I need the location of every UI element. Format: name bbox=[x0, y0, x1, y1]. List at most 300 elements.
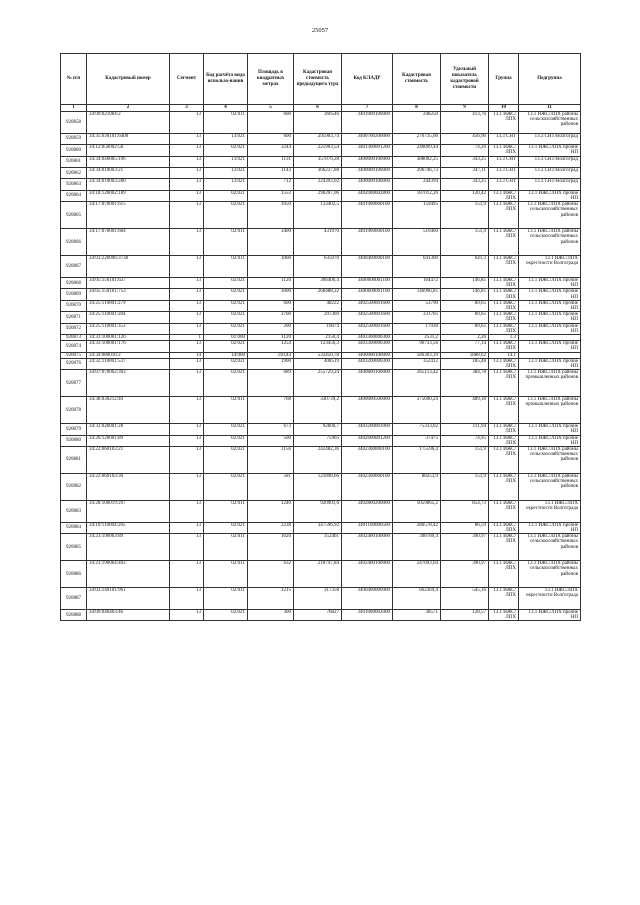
usage-code: 02:021 bbox=[204, 300, 248, 311]
group: 14.1 bbox=[489, 352, 519, 358]
usage-code: 13:021 bbox=[204, 156, 248, 167]
cadastral-cost: 247093,04 bbox=[393, 561, 441, 588]
specific-cost: 390,97 bbox=[441, 561, 489, 588]
cadastral-cost: 187012,26 bbox=[393, 190, 441, 201]
segment: 13 bbox=[170, 133, 204, 144]
cadastral-cost: 270735,06 bbox=[393, 133, 441, 144]
cadastral-cost: 88253,9 bbox=[393, 474, 441, 501]
group: 13.1 ИЖС/ЛПХ bbox=[489, 341, 519, 352]
segment: 14 bbox=[170, 352, 204, 358]
area: 3238 bbox=[248, 522, 294, 533]
kladr-code: 3400600001100 bbox=[342, 289, 393, 300]
previous-cost: 533450,78 bbox=[294, 352, 342, 358]
table-row bbox=[61, 435, 581, 446]
row-number: 920879 bbox=[61, 424, 87, 435]
subgroup: 13.1 ИЖС/ЛПХ районы промышленных районов bbox=[519, 370, 581, 397]
segment: 13 bbox=[170, 202, 204, 229]
subgroup: 13.1 ИЖС/ЛПХ прочие НП bbox=[519, 190, 581, 201]
kladr-code: 3402500001600 bbox=[342, 300, 393, 311]
group: 13.1 ИЖС/ЛПХ bbox=[489, 323, 519, 334]
specific-cost: 120,42 bbox=[441, 190, 489, 201]
group: 13.1 ИЖС/ЛПХ bbox=[489, 435, 519, 446]
cadastral-number: 34:28:100019:297 bbox=[87, 501, 170, 523]
area: 1050 bbox=[248, 202, 294, 229]
segment: 13 bbox=[170, 397, 204, 424]
row-number: 920858 bbox=[61, 112, 87, 134]
usage-code: 02:021 bbox=[204, 447, 248, 474]
specific-cost: 89,65 bbox=[441, 323, 489, 334]
table-row bbox=[61, 447, 581, 474]
row-number: 920880 bbox=[61, 435, 87, 446]
subgroup: 13.1 ИЖС/ЛПХ районы сельскохозяйственных районов bbox=[519, 447, 581, 474]
area: 310,44 bbox=[248, 352, 294, 358]
previous-cost: 133402,5 bbox=[294, 202, 342, 229]
row-number: 920881 bbox=[61, 447, 87, 474]
group: 13.1 ИЖС/ЛПХ bbox=[489, 112, 519, 134]
usage-code: 02:011 bbox=[204, 561, 248, 588]
segment: 13 bbox=[170, 179, 204, 190]
segment: 13 bbox=[170, 312, 204, 323]
specific-cost: 86,59 bbox=[441, 522, 489, 533]
table-row bbox=[61, 202, 581, 229]
table-row bbox=[61, 277, 581, 288]
cadastral-number: 34:25:110001:279 bbox=[87, 300, 170, 311]
table-row bbox=[61, 370, 581, 397]
row-number: 920861 bbox=[61, 156, 87, 167]
subgroup: 13.1 ИЖС/ЛПХ районы сельскохозяйственных районов bbox=[519, 112, 581, 134]
subgroup: 13.1 ИЖС/ЛПХ прочие НП bbox=[519, 424, 581, 435]
kladr-code: 3400000100000 bbox=[342, 352, 393, 358]
usage-code: 02:011 bbox=[204, 588, 248, 610]
segment: 13 bbox=[170, 145, 204, 156]
cadastral-cost: 331705 bbox=[393, 312, 441, 323]
previous-cost: 76827 bbox=[294, 610, 342, 621]
usage-code: 02:021 bbox=[204, 323, 248, 334]
specific-cost: 384,78 bbox=[441, 370, 489, 397]
usage-code: 02:011 bbox=[204, 534, 248, 561]
row-number: 920885 bbox=[61, 534, 87, 561]
subgroup: 13.1 ИЖС/ЛПХ прочие НП bbox=[519, 435, 581, 446]
row-number: 920887 bbox=[61, 588, 87, 610]
kladr-code: 3401100000500 bbox=[342, 522, 393, 533]
row-number: 920866 bbox=[61, 229, 87, 256]
cadastral-cost: 1059865,2 bbox=[393, 501, 441, 523]
group: 13.1 ИЖС/ЛПХ bbox=[489, 370, 519, 397]
previous-cost: 242482,36 bbox=[294, 447, 342, 474]
previous-cost: 317358 bbox=[294, 588, 342, 610]
previous-cost: 16074 bbox=[294, 323, 342, 334]
cadastral-number: 34:07:070002:303 bbox=[87, 370, 170, 397]
kladr-code: 3401300001200 bbox=[342, 145, 393, 156]
column-header: Группа bbox=[489, 54, 519, 105]
specific-cost: 1888,62 bbox=[441, 352, 489, 358]
column-header: Кадастровая стоимость предыдущего тура bbox=[294, 54, 342, 105]
kladr-code: 3402400100000 bbox=[342, 561, 393, 588]
usage-code: 02:021 bbox=[204, 358, 248, 369]
kladr-code: 3402800200000 bbox=[342, 501, 393, 523]
segment: 13 bbox=[170, 522, 204, 533]
group: 13.1 ИЖС/ЛПХ bbox=[489, 289, 519, 300]
table-row bbox=[61, 256, 581, 278]
cadastral-number: 34:17:070001:615 bbox=[87, 202, 170, 229]
column-index: 3 bbox=[170, 105, 204, 112]
segment: 13 bbox=[170, 501, 204, 523]
usage-code: 02:021 bbox=[204, 474, 248, 501]
page-number: 25057 bbox=[311, 27, 329, 34]
table-row bbox=[61, 323, 581, 334]
row-number: 920860 bbox=[61, 145, 87, 156]
cadastral-number: 34:05:150101:627 bbox=[87, 277, 170, 288]
cadastral-number: 34:03:220006:3738 bbox=[87, 256, 170, 278]
specific-cost: 185,48 bbox=[441, 358, 489, 369]
group: 13.1 ИЖС/ЛПХ bbox=[489, 474, 519, 501]
previous-cost: 360546 bbox=[294, 112, 342, 134]
kladr-code: 3400000100000 bbox=[342, 167, 393, 178]
column-header: Код КЛАДР bbox=[342, 54, 393, 105]
kladr-code: 3403300000300 bbox=[342, 341, 393, 352]
cadastral-number: 34:25:110001:284 bbox=[87, 312, 170, 323]
table-row bbox=[61, 397, 581, 424]
previous-cost: 366237,88 bbox=[294, 167, 342, 178]
specific-cost: 347,11 bbox=[441, 167, 489, 178]
table-row bbox=[61, 561, 581, 588]
segment: 13 bbox=[170, 289, 204, 300]
previous-cost: 48222 bbox=[294, 300, 342, 311]
segment: 13 bbox=[170, 588, 204, 610]
group: 13.1 ИЖС/ЛПХ bbox=[489, 229, 519, 256]
cadastral-cost: 280578,42 bbox=[393, 522, 441, 533]
column-index: 1 bbox=[61, 105, 87, 112]
kladr-code: 3400800100000 bbox=[342, 370, 393, 397]
kladr-code: 3400400000100 bbox=[342, 256, 393, 278]
specific-cost: 641,3 bbox=[441, 256, 489, 278]
segment: 13 bbox=[170, 190, 204, 201]
row-number: 920870 bbox=[61, 300, 87, 311]
kladr-code: 3401900000100 bbox=[342, 229, 393, 256]
previous-cost: 92806,7 bbox=[294, 424, 342, 435]
previous-cost: 296207,06 bbox=[294, 190, 342, 201]
specific-cost: 343,25 bbox=[441, 179, 489, 190]
row-number: 920865 bbox=[61, 202, 87, 229]
kladr-code: 3402400100000 bbox=[342, 534, 393, 561]
cadastral-number: 34:26:120001:89 bbox=[87, 435, 170, 446]
cadastral-cost: 396746,73 bbox=[393, 167, 441, 178]
previous-cost: 347596,92 bbox=[294, 522, 342, 533]
kladr-code: 3401000100000 bbox=[342, 112, 393, 134]
previous-cost: 225903,54 bbox=[294, 145, 342, 156]
usage-code: 02:011 bbox=[204, 397, 248, 424]
group: 13.1 ИЖС/ЛПХ bbox=[489, 190, 519, 201]
specific-cost: 151,9 bbox=[441, 229, 489, 256]
subgroup: 13.1 ИЖС/ЛПХ прочие НП bbox=[519, 300, 581, 311]
column-header: Сегмент bbox=[170, 54, 204, 105]
subgroup: 13.1 ИЖС/ЛПХ прочие НП bbox=[519, 289, 581, 300]
usage-code: 02:021 bbox=[204, 424, 248, 435]
column-header: Удельный показатель кадастровой стоимости bbox=[441, 54, 489, 105]
segment: 13 bbox=[170, 424, 204, 435]
cadastral-number: 34:03:140101:961 bbox=[87, 588, 170, 610]
segment: 13 bbox=[170, 323, 204, 334]
table-row bbox=[61, 522, 581, 533]
cadastral-number: 34:38:030212:49 bbox=[87, 397, 170, 424]
cadastral-cost: 75333,62 bbox=[393, 424, 441, 435]
subgroup: 13.1 ИЖС/ЛПХ прочие НП bbox=[519, 522, 581, 533]
subgroup: 13.1 ИЖС/ЛПХ окрестности Волгограда bbox=[519, 501, 581, 523]
cadastral-cost: 265113,42 bbox=[393, 370, 441, 397]
column-index: 9 bbox=[441, 105, 489, 112]
cadastral-cost: 96733,56 bbox=[393, 341, 441, 352]
specific-cost: 151,9 bbox=[441, 474, 489, 501]
area: 1131 bbox=[248, 156, 294, 167]
cadastral-number: 34:34:040005:196 bbox=[87, 156, 170, 167]
segment: 13 bbox=[170, 167, 204, 178]
previous-cost: 75965 bbox=[294, 435, 342, 446]
cadastral-cost: 244394 bbox=[393, 179, 441, 190]
previous-cost: 218747,84 bbox=[294, 561, 342, 588]
column-index: 7 bbox=[342, 105, 393, 112]
subgroup: 13.1 ИЖС/ЛПХ районы сельскохозяйственных районов bbox=[519, 474, 581, 501]
group: 13.1 ИЖС/ЛПХ bbox=[489, 561, 519, 588]
cadastral-number: 34:09:040403:46 bbox=[87, 610, 170, 621]
segment: 13 bbox=[170, 112, 204, 134]
group: 13.1 ИЖС/ЛПХ bbox=[489, 424, 519, 435]
previous-cost: 408519 bbox=[294, 358, 342, 369]
kladr-code: 3403200003900 bbox=[342, 424, 393, 435]
group: 13.1 ИЖС/ЛПХ bbox=[489, 397, 519, 424]
table-row bbox=[61, 341, 581, 352]
cadastral-cost: 164472 bbox=[393, 277, 441, 288]
area: 600 bbox=[248, 133, 294, 144]
segment: 13 bbox=[170, 341, 204, 352]
cadastral-number: 34:34:080016:2 bbox=[87, 352, 170, 358]
table-row bbox=[61, 300, 581, 311]
kladr-code: 3402300000100 bbox=[342, 474, 393, 501]
column-index: 10 bbox=[489, 105, 519, 112]
previous-cost: 295903,74 bbox=[294, 133, 342, 144]
group: 13.3 СНТ bbox=[489, 156, 519, 167]
usage-code: 02:011 bbox=[204, 112, 248, 134]
usage-code: 02:021 bbox=[204, 202, 248, 229]
cadastral-cost: 146996,85 bbox=[393, 289, 441, 300]
group: 13.1 ИЖС/ЛПХ bbox=[489, 312, 519, 323]
cadastral-cost: 516460 bbox=[393, 229, 441, 256]
area: 1156 bbox=[248, 447, 294, 474]
previous-cost: 2150,4 bbox=[294, 335, 342, 341]
subgroup: 13.1 ИЖС/ЛПХ прочие НП bbox=[519, 277, 581, 288]
usage-code: 02:021 bbox=[204, 435, 248, 446]
usage-code: 02:021 bbox=[204, 341, 248, 352]
row-number: 920863 bbox=[61, 179, 87, 190]
row-number: 920886 bbox=[61, 561, 87, 588]
kladr-code: 3400700200000 bbox=[342, 133, 393, 144]
area: 689 bbox=[248, 370, 294, 397]
specific-cost: 146,85 bbox=[441, 277, 489, 288]
cadastral-cost: 248250 bbox=[393, 112, 441, 134]
row-number: 920874 bbox=[61, 341, 87, 352]
table-row bbox=[61, 588, 581, 610]
table-row bbox=[61, 133, 581, 144]
row-number: 920883 bbox=[61, 501, 87, 523]
segment: 13 bbox=[170, 358, 204, 369]
table-row bbox=[61, 190, 581, 201]
segment: 1 bbox=[170, 335, 204, 341]
subgroup: 13.1 ИЖС/ЛПХ районы сельскохозяйственных районов bbox=[519, 561, 581, 588]
previous-cost: 306406,4 bbox=[294, 277, 342, 288]
column-header: Кадастровый номер bbox=[87, 54, 170, 105]
area: 1120 bbox=[248, 335, 294, 341]
cadastral-number: 34:34:010003:280 bbox=[87, 179, 170, 190]
table-row bbox=[61, 358, 581, 369]
cadastral-cost: 159495 bbox=[393, 202, 441, 229]
specific-cost: 89,65 bbox=[441, 312, 489, 323]
row-number: 920869 bbox=[61, 289, 87, 300]
column-header: Код расчёта вида использо-вания bbox=[204, 54, 248, 105]
table-row bbox=[61, 610, 581, 621]
usage-code: 02:021 bbox=[204, 190, 248, 201]
cadastral-cost: 240899,44 bbox=[393, 145, 441, 156]
subgroup: 13.1 ИЖС/ЛПХ районы сельскохозяйственных районов bbox=[519, 534, 581, 561]
column-index: 11 bbox=[519, 105, 581, 112]
specific-cost: 111,94 bbox=[441, 424, 489, 435]
column-index: 5 bbox=[248, 105, 294, 112]
row-number: 920882 bbox=[61, 474, 87, 501]
row-number: 920878 bbox=[61, 397, 87, 424]
previous-cost: 330739,2 bbox=[294, 397, 342, 424]
specific-cost: 77,14 bbox=[441, 341, 489, 352]
column-header: Кадастровая стоимость bbox=[393, 54, 441, 105]
column-index-row bbox=[61, 105, 581, 112]
cadastral-cost: 586303,39 bbox=[393, 352, 441, 358]
specific-cost: 146,85 bbox=[441, 289, 489, 300]
area: 1254 bbox=[248, 341, 294, 352]
table-row bbox=[61, 289, 581, 300]
area: 1000 bbox=[248, 256, 294, 278]
area: 500 bbox=[248, 435, 294, 446]
group: 13.1 ИЖС/ЛПХ bbox=[489, 256, 519, 278]
cadastral-cost: 2531,2 bbox=[393, 335, 441, 341]
column-index: 4 bbox=[204, 105, 248, 112]
group: 13.3 СНТ bbox=[489, 179, 519, 190]
previous-cost: 431970 bbox=[294, 229, 342, 256]
usage-code: 02:021 bbox=[204, 277, 248, 288]
area: 1215 bbox=[248, 588, 294, 610]
table-row bbox=[61, 501, 581, 523]
kladr-code: 3402300000100 bbox=[342, 447, 393, 474]
specific-cost: 489,18 bbox=[441, 397, 489, 424]
subgroup: 13.1 ИЖС/ЛПХ районы сельскохозяйственных районов bbox=[519, 229, 581, 256]
column-index: 2 bbox=[87, 105, 170, 112]
subgroup: 13.1 ИЖС/ЛПХ окрестности Волгограда bbox=[519, 256, 581, 278]
specific-cost: 854,73 bbox=[441, 501, 489, 523]
previous-cost: 920901,6 bbox=[294, 501, 342, 523]
kladr-code: 3400000500000 bbox=[342, 397, 393, 424]
row-number: 920873 bbox=[61, 335, 87, 341]
group: 13.1 ИЖС/ЛПХ bbox=[489, 610, 519, 621]
area: 600 bbox=[248, 300, 294, 311]
area: 1553 bbox=[248, 190, 294, 201]
cadastral-number: 34:33:100001:120 bbox=[87, 335, 170, 341]
row-number: 920888 bbox=[61, 610, 87, 621]
column-header: Площадь в квадратных метрах bbox=[248, 54, 294, 105]
kladr-code: 3402600001200 bbox=[342, 435, 393, 446]
subgroup: 13.1 ИЖС/ЛПХ прочие НП bbox=[519, 341, 581, 352]
usage-code: 02:011 bbox=[204, 256, 248, 278]
subgroup: 13.1 ИЖС/ЛПХ прочие НП bbox=[519, 312, 581, 323]
usage-code: 02:021 bbox=[204, 522, 248, 533]
specific-cost: 89,65 bbox=[441, 300, 489, 311]
column-index: 6 bbox=[294, 105, 342, 112]
table-row bbox=[61, 534, 581, 561]
kladr-code: 3401900000100 bbox=[342, 202, 393, 229]
usage-code: 14:000 bbox=[204, 352, 248, 358]
row-number: 920871 bbox=[61, 312, 87, 323]
row-number: 920884 bbox=[61, 522, 87, 533]
cadastral-number: 34:33:100001:176 bbox=[87, 341, 170, 352]
cadastral-register-table bbox=[60, 53, 581, 621]
cadastral-number: 34:32:110001:537 bbox=[87, 358, 170, 369]
row-number: 920872 bbox=[61, 323, 87, 334]
cadastral-number: 34:23:190064:402 bbox=[87, 561, 170, 588]
subgroup: 13.1 ИЖС/ЛПХ прочие НП bbox=[519, 323, 581, 334]
specific-cost: 128,57 bbox=[441, 610, 489, 621]
cadastral-cost: 352412 bbox=[393, 358, 441, 369]
cadastral-cost: 53790 bbox=[393, 300, 441, 311]
subgroup: 13.1 ИЖС/ЛПХ районы промышленных районов bbox=[519, 397, 581, 424]
subgroup: 13.1 ИЖС/ЛПХ районы сельскохозяйственных районов bbox=[519, 202, 581, 229]
table-row bbox=[61, 156, 581, 167]
area: 300 bbox=[248, 610, 294, 621]
row-number: 920868 bbox=[61, 277, 87, 288]
cadastral-number: 34:22:060103:30 bbox=[87, 474, 170, 501]
group: 13.1 ИЖС/ЛПХ bbox=[489, 145, 519, 156]
kladr-code: 3403300000300 bbox=[342, 335, 393, 341]
area: 1000 bbox=[248, 289, 294, 300]
table-row bbox=[61, 179, 581, 190]
subgroup: 13.3 СНТ/Волгоград bbox=[519, 179, 581, 190]
segment: 13 bbox=[170, 370, 204, 397]
segment: 13 bbox=[170, 229, 204, 256]
area: 1143 bbox=[248, 167, 294, 178]
cadastral-number: 34:22:060103:21 bbox=[87, 447, 170, 474]
cadastral-number: 34:25:110001:353 bbox=[87, 323, 170, 334]
usage-code: 02:021 bbox=[204, 312, 248, 323]
cadastral-number: 34:32:020001:28 bbox=[87, 424, 170, 435]
segment: 13 bbox=[170, 561, 204, 588]
previous-cost: 635970 bbox=[294, 256, 342, 278]
usage-code: 02:021 bbox=[204, 610, 248, 621]
specific-cost: 413,76 bbox=[441, 112, 489, 134]
specific-cost: 343,25 bbox=[441, 156, 489, 167]
previous-cost: 224393,02 bbox=[294, 179, 342, 190]
area: 3400 bbox=[248, 229, 294, 256]
row-number: 920875 bbox=[61, 352, 87, 358]
previous-cost: 123456,3 bbox=[294, 341, 342, 352]
area: 632 bbox=[248, 561, 294, 588]
usage-code: 02:021 bbox=[204, 289, 248, 300]
usage-code: 01:000 bbox=[204, 335, 248, 341]
cadastral-cost: 175596,4 bbox=[393, 447, 441, 474]
table-row bbox=[61, 229, 581, 256]
subgroup: 13.1 ИЖС/ЛПХ прочие НП bbox=[519, 358, 581, 369]
group: 1.3 bbox=[489, 335, 519, 341]
cadastral-number: 34:17:070001:684 bbox=[87, 229, 170, 256]
previous-cost: 268488,22 bbox=[294, 289, 342, 300]
previous-cost: 352461 bbox=[294, 534, 342, 561]
area: 1900 bbox=[248, 358, 294, 369]
group: 13.3 СНТ bbox=[489, 167, 519, 178]
column-header: № п/п bbox=[61, 54, 87, 105]
kladr-code: 3403200000300 bbox=[342, 358, 393, 369]
